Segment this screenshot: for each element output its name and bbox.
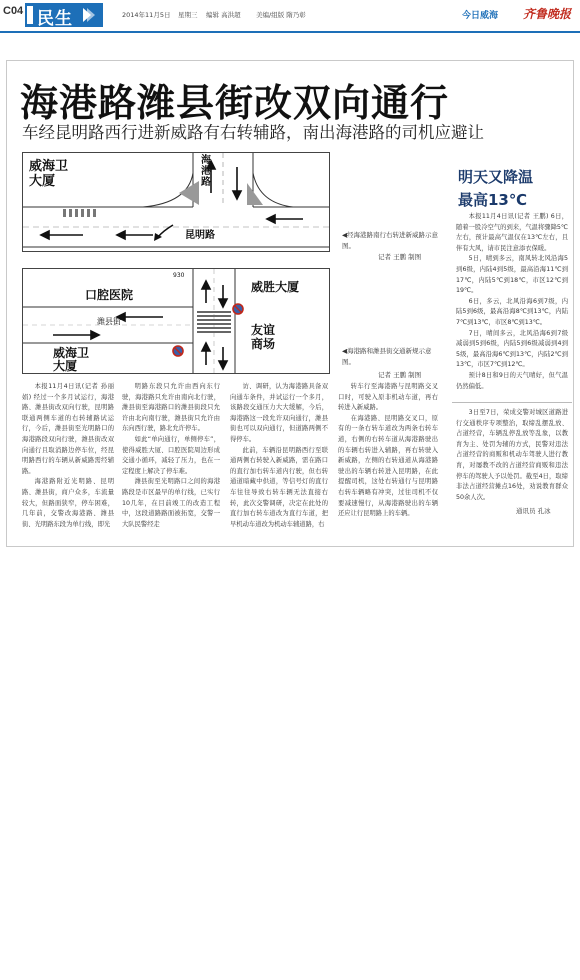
- body-paragraph: 访、调研，认为海港路具备双向通车条件，并试运行一个多月，该路段交通压力大大缓解，今后，海港路这一段允许双向通行，潍县街也可以双向通行，但道路两侧不得停车。: [230, 383, 328, 443]
- map1-credit: 记者 王鹏 制图: [378, 253, 422, 261]
- map-2-diagram: [22, 268, 330, 374]
- body-paragraph: 7日，晴间多云，北风沿海6到7级减弱到5到6级，内陆5到6级减弱到4到5级，最高沿海6℃到13℃，内陆2℃到13℃，市区7℃到12℃。: [456, 329, 568, 369]
- map1-caption: ◀经海港路南行右转进新威路示意图。: [342, 231, 438, 250]
- map2-weisheng-label: 威胜大厦: [251, 280, 300, 294]
- map2-street-label: 潍县街: [97, 317, 121, 326]
- body-paragraph: 转车行至海港路与昆明路交叉口时，可驶入原非机动车道，再右转进入新威路。: [338, 383, 438, 412]
- map1-road-horizontal-label: 昆明路: [185, 230, 215, 241]
- brand-jinri-weihai: 今日威海: [462, 11, 499, 21]
- body-paragraph: 此前，车辆沿昆明路西行至联通两侧右转驶入新威路，需在路口的直行加右转车道内行驶，但右转通道暗藏中供道，等信号灯的直行车往往导致右转车辆无法直接右转，此次交警调研，决定在此处的直行加右转车道改为直行车道，把早机动车道改为机动车辅道路，右: [230, 446, 328, 528]
- headline: 海港路潍县街改双向通行: [20, 81, 450, 125]
- brief-credit: 通讯员 孔冰: [516, 507, 551, 515]
- designer-credit: 美编/组版 隋乃彰: [256, 11, 306, 19]
- article-column-4: [338, 382, 438, 520]
- map1-road-vertical-label: 海港路: [201, 155, 211, 188]
- body-paragraph: 预计8日和9日的天气晴好，但气温仍然偏低。: [456, 371, 568, 390]
- body-paragraph: 潍县街至光明路口之间的海港路段是市区最早的单行线，已实行10几年，在目前竣工的改造工程中，这段道路路面被拓宽，交警一大队民警经走: [122, 478, 220, 528]
- map2-weihaiwei-label: 威海卫 大厦: [53, 346, 90, 373]
- body-paragraph: 在海港路、昆明路交叉口，原有的一条右转车道改为两条右转车道，右侧的右转车道从海港路驶出的车辆右转进入辅路，再右转驶入新威路，左侧的右转通道从海港路驶出的车辆右转进入昆明路，在此提醒司机，这处右转通行与昆明路右转车辆略有冲突，过往司机不仅要减速慢行，从海港路驶出的车辆还应让行昆明路上的车辆。: [338, 414, 438, 518]
- issue-weekday: 星期三: [178, 11, 198, 19]
- article-column-1: [22, 382, 114, 530]
- header-rule: [0, 31, 580, 33]
- body-paragraph: 3日至7日，荣成交警对城区道路进行交通秩序专项整治，取缔乱摆乱放、占道经营，车辆乱停乱放等乱象，以教育为主、处罚为辅的方式，民警对违法占道经营的商贩和机动车驾驶人进行教育，对屡教不改的占道经营商贩和违法停车的驾驶人予以处罚。截至4日，取缔非法占道经营摊点16处，劝说教育群众50余人次。: [456, 409, 568, 501]
- article-column-2: [122, 382, 220, 530]
- body-paragraph: 6日，多云，北风沿海6到7级，内陆5到6级，最高沿海8℃到13℃，内陆7℃到13℃，市区8℃到13℃。: [456, 297, 568, 326]
- body-paragraph: 本报11月4日讯(记者 孙丽娟) 经过一个多月试运行，海港路、潍县街改双向行驶，昆明路联通两侧车道的右转辅路试运行，今后，潍县街至光明路口的海港路段双向行驶，潍县街改双向通行且取消路边停车位，经昆明路西行的车辆从新威路需经辅路。: [22, 383, 114, 475]
- sidebar-headline-line2: 最高13℃: [458, 191, 528, 209]
- section-title: 民生: [37, 9, 73, 29]
- body-paragraph: 5日，晴到多云，南风转北风沿海5到6级，内陆4到5级，最高沿海11℃到17℃，内陆5℃到18℃，市区12℃到19℃。: [456, 255, 568, 295]
- map2-time-label: 930: [173, 272, 185, 279]
- body-paragraph: 明路东段只允许由西向东行驶，海港路只允许由南向北行驶，潍县街至海港路口的潍县街段只允许由北向南行驶，潍县街只允许由东向西行驶，路北允许停车。: [122, 383, 220, 433]
- issue-date: 2014年11月5日: [122, 11, 171, 19]
- map2-credit: 记者 王鹏 制图: [378, 371, 422, 379]
- body-paragraph: 本报11月4日讯(记者 王鹏) 6日，随着一股冷空气的到来，气温将骤降5℃左右，预计最高气温仅在13℃左右，且伴有大风，请市民注意添衣保暖。: [456, 213, 568, 252]
- map1-building-label: 威海卫 大厦: [29, 159, 69, 189]
- article-column-3: [230, 382, 328, 530]
- sidebar-headline: [458, 166, 533, 212]
- section-mark: [27, 6, 33, 24]
- brief-article: [456, 408, 568, 503]
- sidebar-headline-line1: 明天又降温: [458, 168, 534, 186]
- body-paragraph: 海港路附近光明路、昆明路、潍县街，商户众多，车流量较大，但路面狭窄，停车困难，几年前，交警改海港路、潍县街、光明路东段为单行线，即光: [22, 478, 114, 528]
- weather-article: [456, 212, 568, 392]
- no-parking-sign-icon: [233, 304, 243, 314]
- map2-mall-label: 友谊 商场: [251, 323, 276, 351]
- map-1-diagram: [22, 152, 330, 252]
- page-number: C04: [3, 5, 24, 17]
- editor-credit: 编辑 高洪超: [206, 11, 241, 19]
- body-paragraph: 如此“单向通行，单侧停车”，使得威胜大厦、口腔医院周边形成交通小循环，减轻了压力，也在一定程度上解决了停车难。: [122, 435, 220, 475]
- sidebar-divider: [452, 402, 572, 403]
- section-arrow-icon: [82, 7, 96, 23]
- subheadline: 车经昆明路西行进新威路有右转辅路，南出海港路的司机应避让: [22, 123, 484, 142]
- brand-qilu-wanbao: 齐鲁晚报: [523, 7, 572, 21]
- map2-hospital-label: 口腔医院: [85, 288, 134, 302]
- map2-caption: ◀海港路和潍县街交通新规示意图。: [342, 347, 432, 366]
